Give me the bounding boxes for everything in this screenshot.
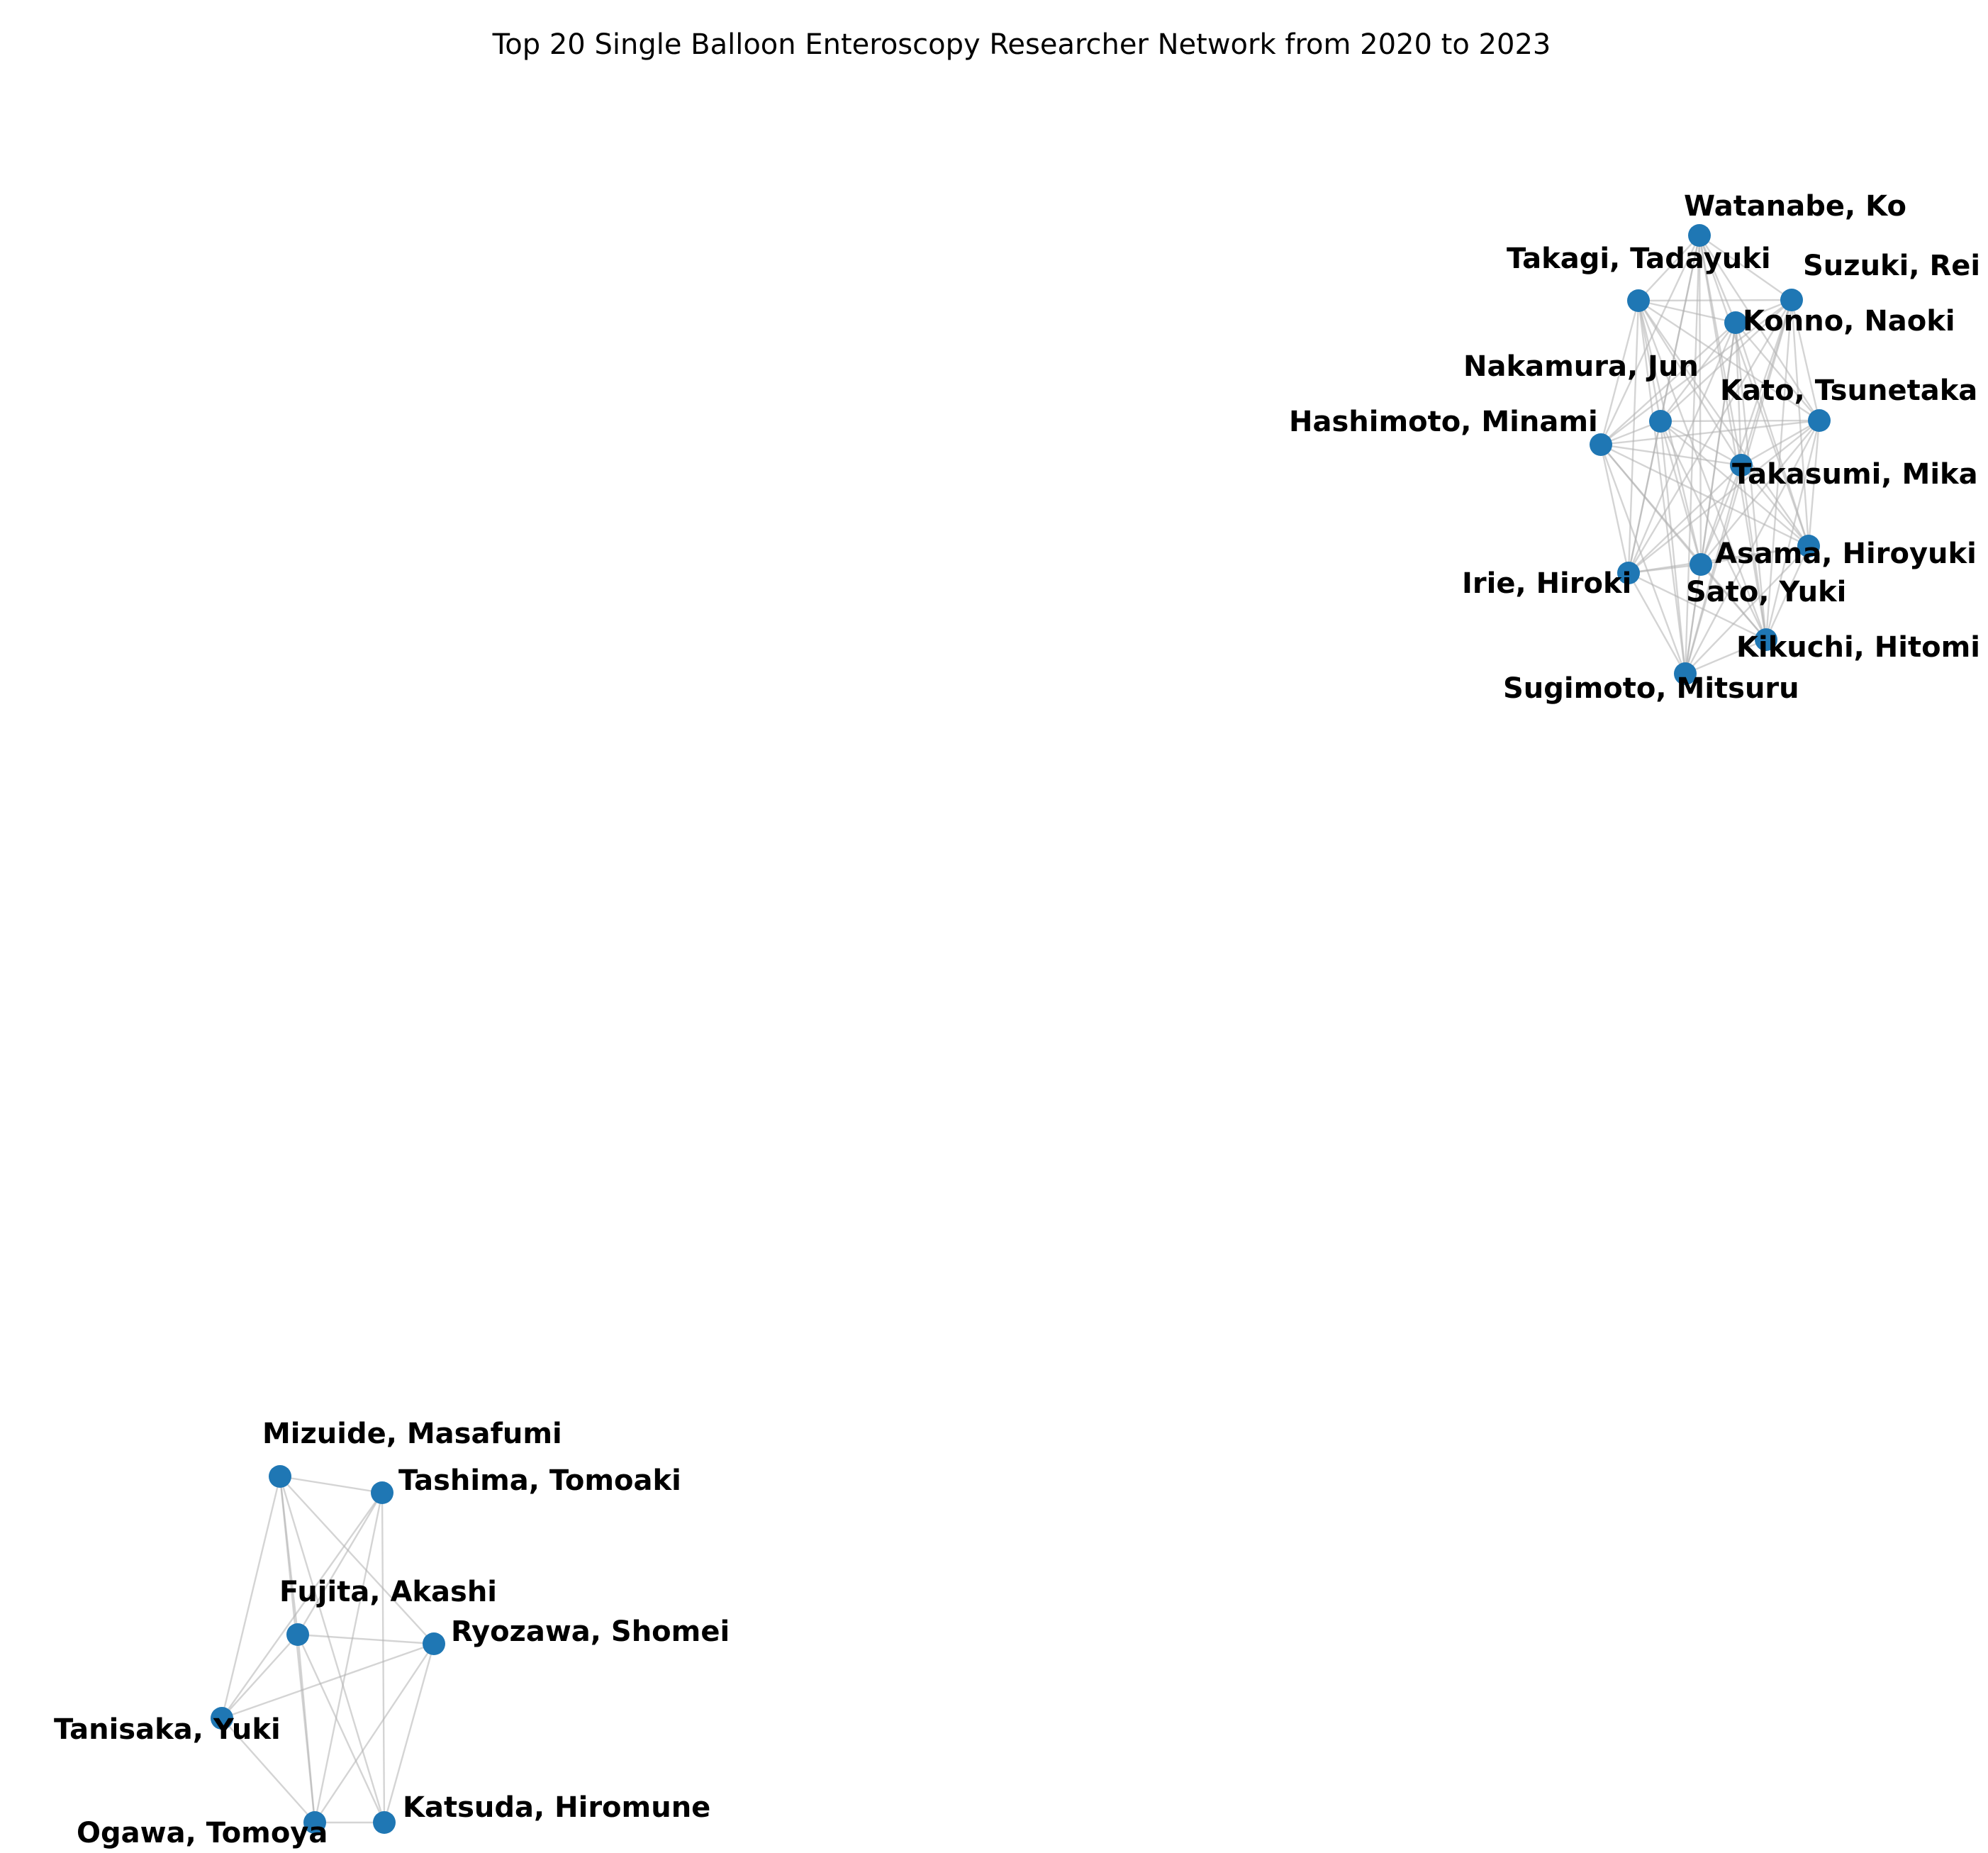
edge-tashima-katsuda [382,1493,384,1823]
edge-mizuide-tanisaka [222,1476,280,1718]
node-label-sato: Sato, Yuki [1686,576,1847,608]
node-label-katsuda: Katsuda, Hiromune [403,1791,711,1824]
node-label-kato: Kato, Tsunetaka [1720,374,1978,407]
edge-takagi-konno [1638,301,1736,323]
node-katsuda [373,1811,396,1834]
node-label-takagi: Takagi, Tadayuki [1507,243,1771,275]
edge-fujita-katsuda [298,1635,384,1823]
node-label-asama: Asama, Hiroyuki [1715,538,1977,570]
node-label-hashimoto: Hashimoto, Minami [1289,406,1598,438]
node-label-watanabe: Watanabe, Ko [1684,190,1906,223]
node-label-irie: Irie, Hiroki [1462,567,1632,600]
edge-mizuide-tashima [280,1476,382,1493]
node-label-tashima: Tashima, Tomoaki [398,1464,681,1497]
chart-title: Top 20 Single Balloon Enteroscopy Researcher Network from 2020 to 2023 [492,28,1551,61]
edge-ryozawa-tanisaka [222,1644,434,1718]
node-label-tanisaka: Tanisaka, Yuki [54,1713,281,1746]
node-label-kikuchi: Kikuchi, Hitomi [1736,631,1980,664]
node-mizuide [269,1465,291,1488]
node-kato [1808,409,1831,432]
edge-mizuide-katsuda [280,1476,384,1823]
node-fujita [286,1623,309,1646]
node-label-fujita: Fujita, Akashi [279,1576,498,1608]
edge-tashima-fujita [298,1493,382,1635]
node-label-nakamura: Nakamura, Jun [1463,350,1699,383]
edge-fujita-ryozawa [298,1635,434,1644]
node-asama [1690,553,1712,576]
node-nakamura [1649,410,1672,433]
node-tashima [371,1481,393,1504]
node-label-takasumi: Takasumi, Mika [1732,458,1978,491]
node-label-ryozawa: Ryozawa, Shomei [451,1615,730,1648]
node-ryozawa [423,1632,445,1655]
node-takagi [1627,289,1650,312]
node-label-sugimoto: Sugimoto, Mitsuru [1503,672,1799,705]
edge-takagi-suzuki [1638,300,1792,301]
node-label-konno: Konno, Naoki [1743,305,1955,338]
node-label-mizuide: Mizuide, Masafumi [262,1418,562,1450]
node-label-ogawa: Ogawa, Tomoya [77,1817,328,1849]
edge-fujita-ogawa [298,1635,315,1823]
node-label-suzuki: Suzuki, Rei [1803,250,1981,282]
